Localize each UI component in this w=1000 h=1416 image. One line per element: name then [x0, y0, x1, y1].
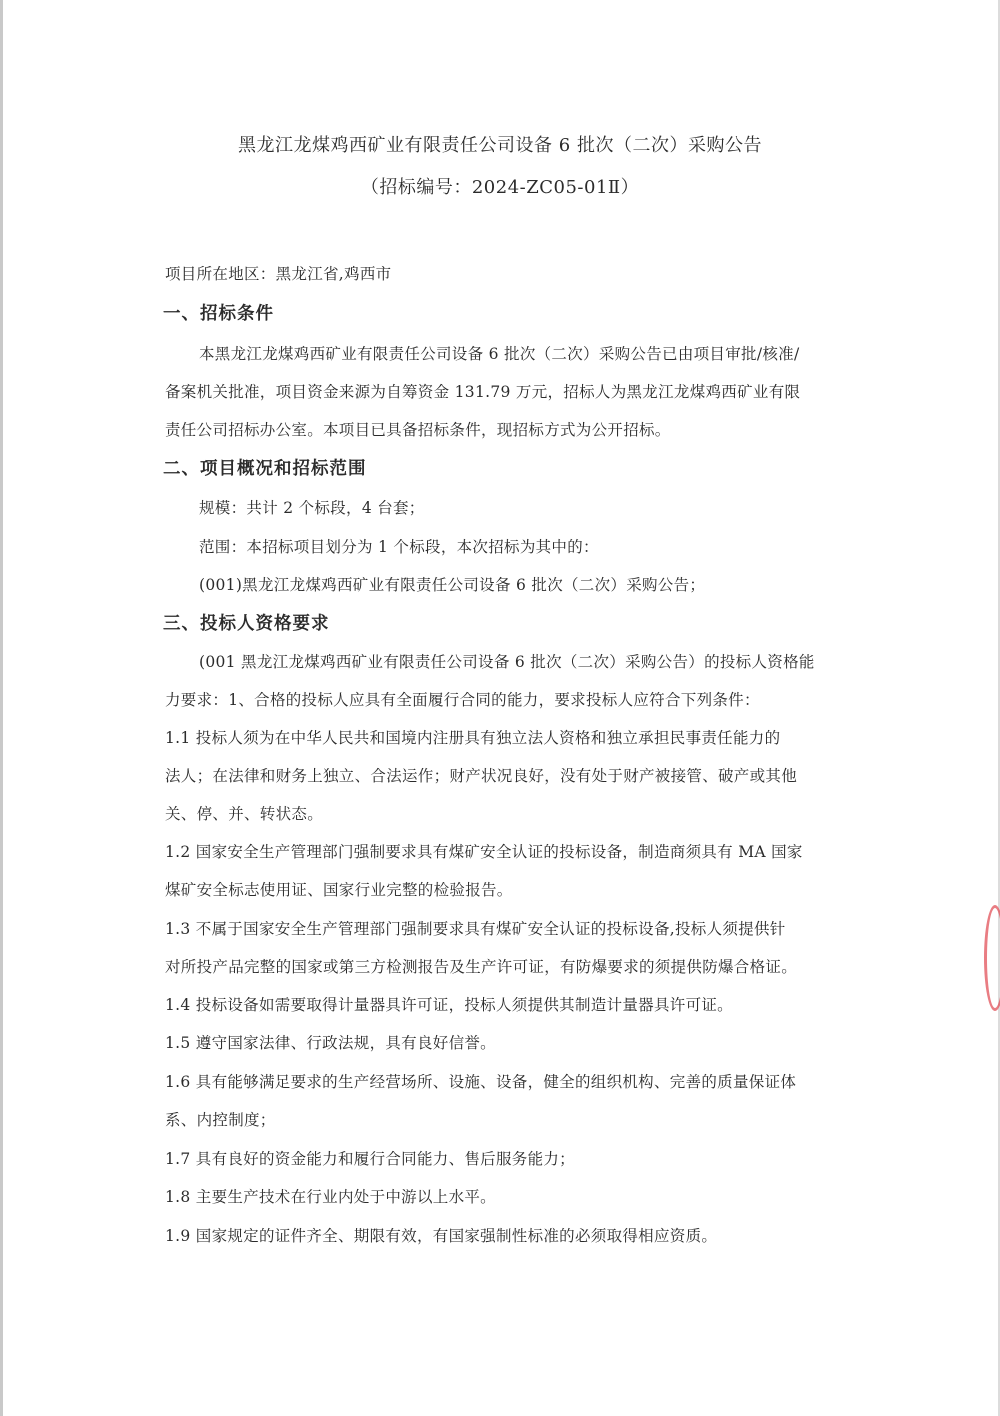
red-seal-stamp-partial	[984, 905, 1000, 1011]
paragraph-line: 力要求：1、合格的投标人应具有全面履行合同的能力，要求投标人应符合下列条件：	[165, 691, 760, 709]
paragraph-line: 法人；在法律和财务上独立、合法运作；财产状况良好，没有处于财产被接管、破产或其他	[165, 767, 798, 785]
project-location: 项目所在地区：黑龙江省,鸡西市	[165, 265, 392, 283]
section-heading-bidder-qualifications: 三、投标人资格要求	[163, 614, 330, 634]
bid-number: （招标编号：2024-ZC05-01Ⅱ）	[360, 177, 640, 198]
document-title: 黑龙江龙煤鸡西矿业有限责任公司设备 6 批次（二次）采购公告	[238, 135, 762, 156]
paragraph-line: 1.6 具有能够满足要求的生产经营场所、设施、设备，健全的组织机构、完善的质量保证体	[165, 1073, 797, 1091]
paragraph-line: 1.3 不属于国家安全生产管理部门强制要求具有煤矿安全认证的投标设备,投标人须提供针	[165, 920, 786, 938]
page-left-edge	[0, 0, 3, 1416]
paragraph-line: 1.4 投标设备如需要取得计量器具许可证，投标人须提供其制造计量器具许可证。	[165, 996, 733, 1014]
paragraph-line: 本黑龙江龙煤鸡西矿业有限责任公司设备 6 批次（二次）采购公告已由项目审批/核准/	[199, 345, 800, 363]
paragraph-line: 范围：本招标项目划分为 1 个标段，本次招标为其中的：	[199, 538, 599, 556]
paragraph-line: 责任公司招标办公室。本项目已具备招标条件，现招标方式为公开招标。	[165, 421, 671, 439]
paragraph-line: 1.7 具有良好的资金能力和履行合同能力、售后服务能力；	[165, 1150, 575, 1168]
paragraph-line: 1.9 国家规定的证件齐全、期限有效，有国家强制性标准的必须取得相应资质。	[165, 1227, 718, 1245]
paragraph-line: 1.8 主要生产技术在行业内处于中游以上水平。	[165, 1188, 496, 1206]
paragraph-line: 规模：共计 2 个标段，4 台套；	[199, 499, 425, 517]
paragraph-line: 系、内控制度；	[165, 1111, 276, 1129]
section-heading-bid-conditions: 一、招标条件	[163, 304, 274, 324]
paragraph-line: 1.1 投标人须为在中华人民共和国境内注册具有独立法人资格和独立承担民事责任能力的	[165, 729, 781, 747]
paragraph-line: 煤矿安全标志使用证、国家行业完整的检验报告。	[165, 881, 513, 899]
paragraph-line: 对所投产品完整的国家或第三方检测报告及生产许可证，有防爆要求的须提供防爆合格证。	[165, 958, 798, 976]
paragraph-line: (001)黑龙江龙煤鸡西矿业有限责任公司设备 6 批次（二次）采购公告；	[199, 576, 706, 594]
paragraph-line: 1.2 国家安全生产管理部门强制要求具有煤矿安全认证的投标设备，制造商须具有 MA 国家	[165, 843, 803, 861]
paragraph-line: 备案机关批准，项目资金来源为自筹资金 131.79 万元，招标人为黑龙江龙煤鸡西矿业有限	[165, 383, 801, 401]
paragraph-line: 关、停、并、转状态。	[165, 805, 324, 823]
paragraph-line: (001 黑龙江龙煤鸡西矿业有限责任公司设备 6 批次（二次）采购公告）的投标人资格能	[199, 653, 815, 671]
paragraph-line: 1.5 遵守国家法律、行政法规，具有良好信誉。	[165, 1034, 496, 1052]
section-heading-project-overview: 二、项目概况和招标范围	[163, 459, 367, 479]
